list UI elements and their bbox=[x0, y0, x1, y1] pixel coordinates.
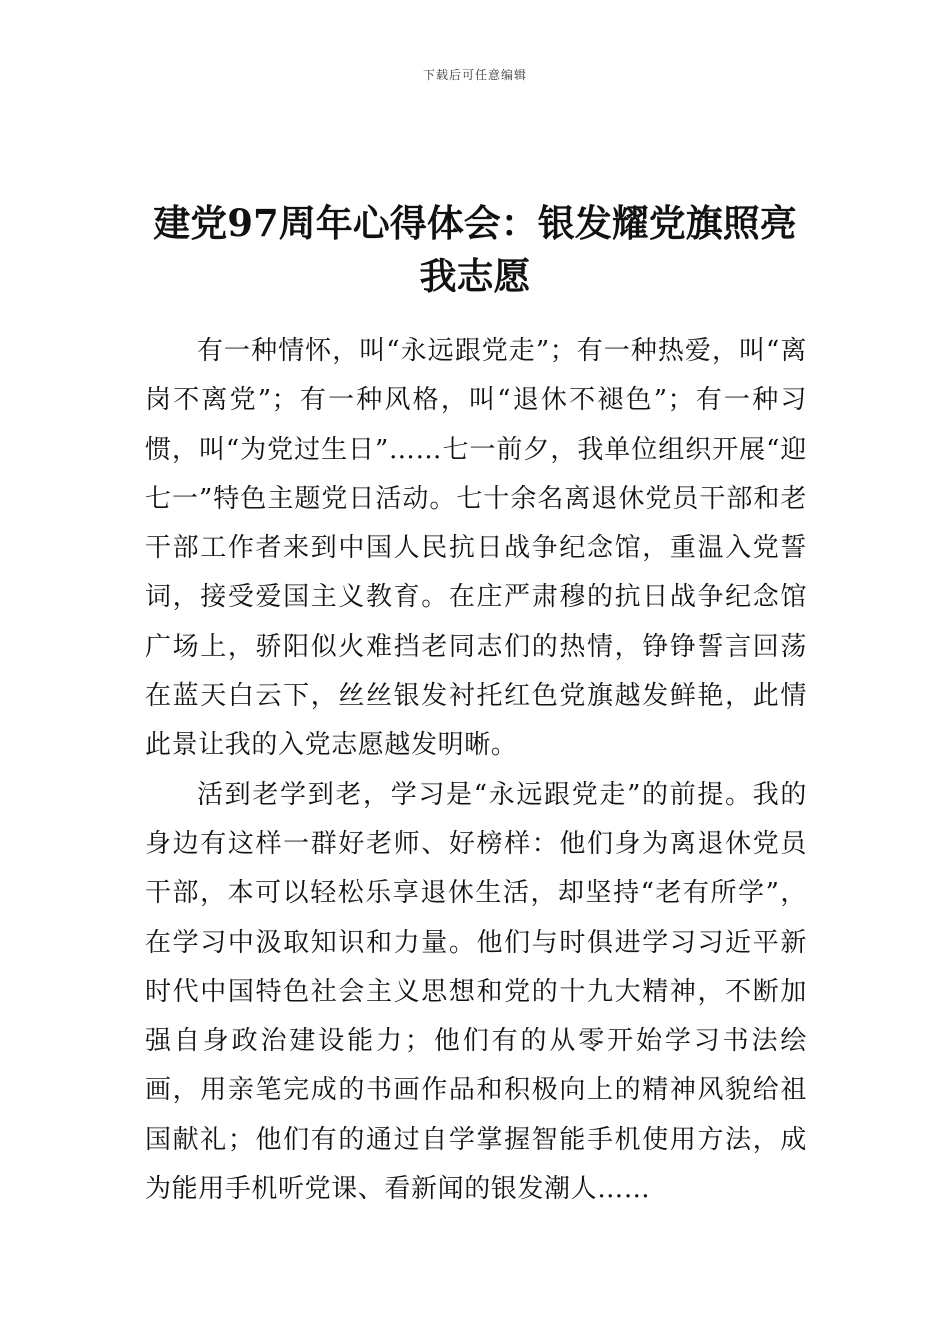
page-title: 建党97周年心得体会：银发耀党旗照亮我志愿 bbox=[153, 200, 797, 298]
paragraph-2: 活到老学到老，学习是“永远跟党走”的前提。我的身边有这样一群好老师、好榜样：他们身为离退休党员干部，本可以轻松乐享退休生活，却坚持“老有所学”，在学习中汲取知识和力量。他们与时俱进学习习近平新时代中国特色社会主义思想和党的十九大精神，不断加强自身政治建设能力；他们有的从零开始学习书法绘画，用亲笔完成的书画作品和积极向上的精神风貌给祖国献礼；他们有的通过自学掌握智能手机使用方法，成为能用手机听党课、看新闻的银发潮人…… bbox=[145, 779, 807, 1205]
paragraph-1: 有一种情怀，叫“永远跟党走”；有一种热爱，叫“离岗不离党”；有一种风格，叫“退休不褪色”；有一种习惯，叫“为党过生日”……七一前夕，我单位组织开展“迎七一”特色主题党日活动。七十余名离退休党员干部和老干部工作者来到中国人民抗日战争纪念馆，重温入党誓词，接受爱国主义教育。在庄严肃穆的抗日战争纪念馆广场上，骄阳似火难挡老同志们的热情，铮铮誓言回荡在蓝天白云下，丝丝银发衬托红色党旗越发鲜艳，此情此景让我的入党志愿越发明晰。 bbox=[145, 336, 807, 761]
header-note: 下载后可任意编辑 bbox=[422, 68, 527, 82]
document-body bbox=[145, 327, 807, 1214]
